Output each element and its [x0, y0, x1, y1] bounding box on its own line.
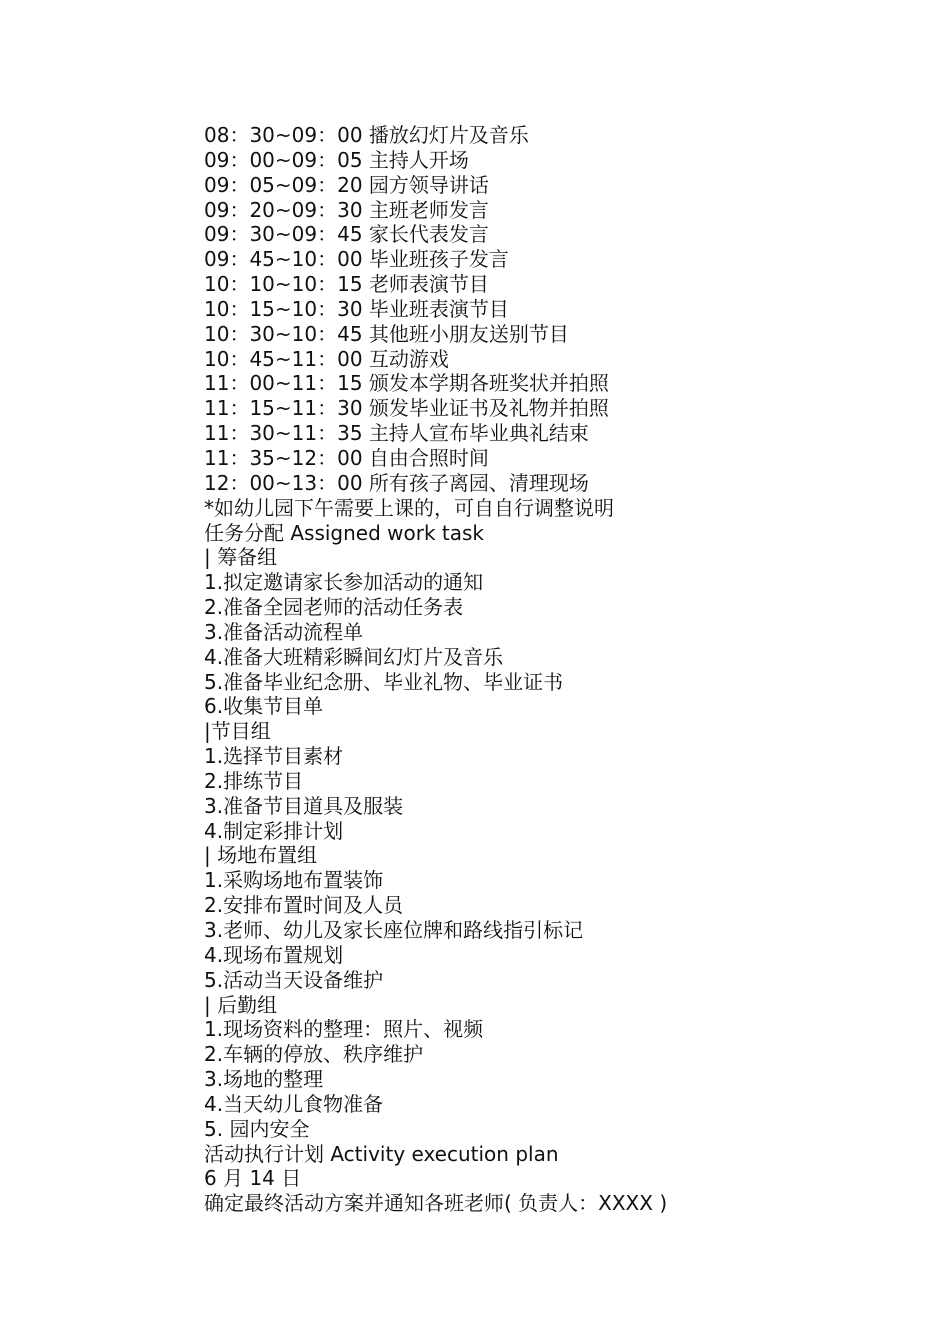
schedule-item: 11：35~12：00 自由合照时间 — [204, 445, 489, 470]
schedule-item: 11：15~11：30 颁发毕业证书及礼物并拍照 — [204, 396, 609, 421]
task-item: 3.场地的整理 — [204, 1067, 324, 1092]
group-heading: | 筹备组 — [204, 545, 278, 570]
task-item: 6.收集节目单 — [204, 694, 324, 719]
schedule-item: 11：00~11：15 颁发本学期各班奖状并拍照 — [204, 371, 609, 396]
task-item: 1.选择节目素材 — [204, 744, 344, 769]
task-item: 4.准备大班精彩瞬间幻灯片及音乐 — [204, 644, 504, 669]
schedule-item: 09：30~09：45 家长代表发言 — [204, 222, 489, 247]
task-item: 4.当天幼儿食物准备 — [204, 1091, 384, 1116]
schedule-note: *如幼儿园下午需要上课的，可自自行调整说明 — [204, 495, 614, 520]
task-item: 4.制定彩排计划 — [204, 818, 344, 843]
group-heading: | 场地布置组 — [204, 843, 318, 868]
schedule-item: 10：30~10：45 其他班小朋友送别节目 — [204, 321, 569, 346]
section-heading: 任务分配 Assigned work task — [204, 520, 485, 545]
task-item: 1.现场资料的整理：照片、视频 — [204, 1017, 484, 1042]
task-item: 2.排练节目 — [204, 768, 304, 793]
schedule-item: 09：05~09：20 园方领导讲话 — [204, 172, 489, 197]
task-item: 4.现场布置规划 — [204, 942, 344, 967]
task-item: 2.准备全园老师的活动任务表 — [204, 595, 464, 620]
task-item: 3.准备节目道具及服装 — [204, 793, 404, 818]
plan-item: 确定最终活动方案并通知各班老师( 负责人：XXXX ) — [204, 1191, 668, 1216]
task-item: 5. 园内安全 — [204, 1116, 310, 1141]
schedule-item: 10：45~11：00 互动游戏 — [204, 346, 449, 371]
schedule-item: 09：20~09：30 主班老师发言 — [204, 197, 489, 222]
task-item: 5.准备毕业纪念册、毕业礼物、毕业证书 — [204, 669, 564, 694]
schedule-item: 08：30~09：00 播放幻灯片及音乐 — [204, 123, 529, 147]
schedule-item: 09：45~10：00 毕业班孩子发言 — [204, 247, 509, 272]
task-item: 2.安排布置时间及人员 — [204, 893, 404, 918]
task-item: 3.老师、幼儿及家长座位牌和路线指引标记 — [204, 918, 584, 942]
section-heading: 活动执行计划 Activity execution plan — [204, 1141, 559, 1166]
group-heading: |节目组 — [204, 719, 271, 744]
task-item: 1.拟定邀请家长参加活动的通知 — [204, 570, 484, 595]
task-item: 1.采购场地布置装饰 — [204, 868, 384, 893]
schedule-item: 10：10~10：15 老师表演节目 — [204, 272, 489, 297]
date-heading: 6 月 14 日 — [204, 1166, 302, 1191]
task-item: 2.车辆的停放、秩序维护 — [204, 1042, 424, 1067]
task-item: 3.准备活动流程单 — [204, 619, 364, 644]
document-body — [204, 123, 904, 1216]
schedule-item: 12：00~13：00 所有孩子离园、清理现场 — [204, 470, 589, 495]
schedule-item: 10：15~10：30 毕业班表演节目 — [204, 296, 509, 321]
group-heading: | 后勤组 — [204, 992, 278, 1017]
schedule-item: 09：00~09：05 主持人开场 — [204, 147, 469, 172]
task-item: 5.活动当天设备维护 — [204, 967, 384, 992]
schedule-item: 11：30~11：35 主持人宣布毕业典礼结束 — [204, 421, 589, 446]
